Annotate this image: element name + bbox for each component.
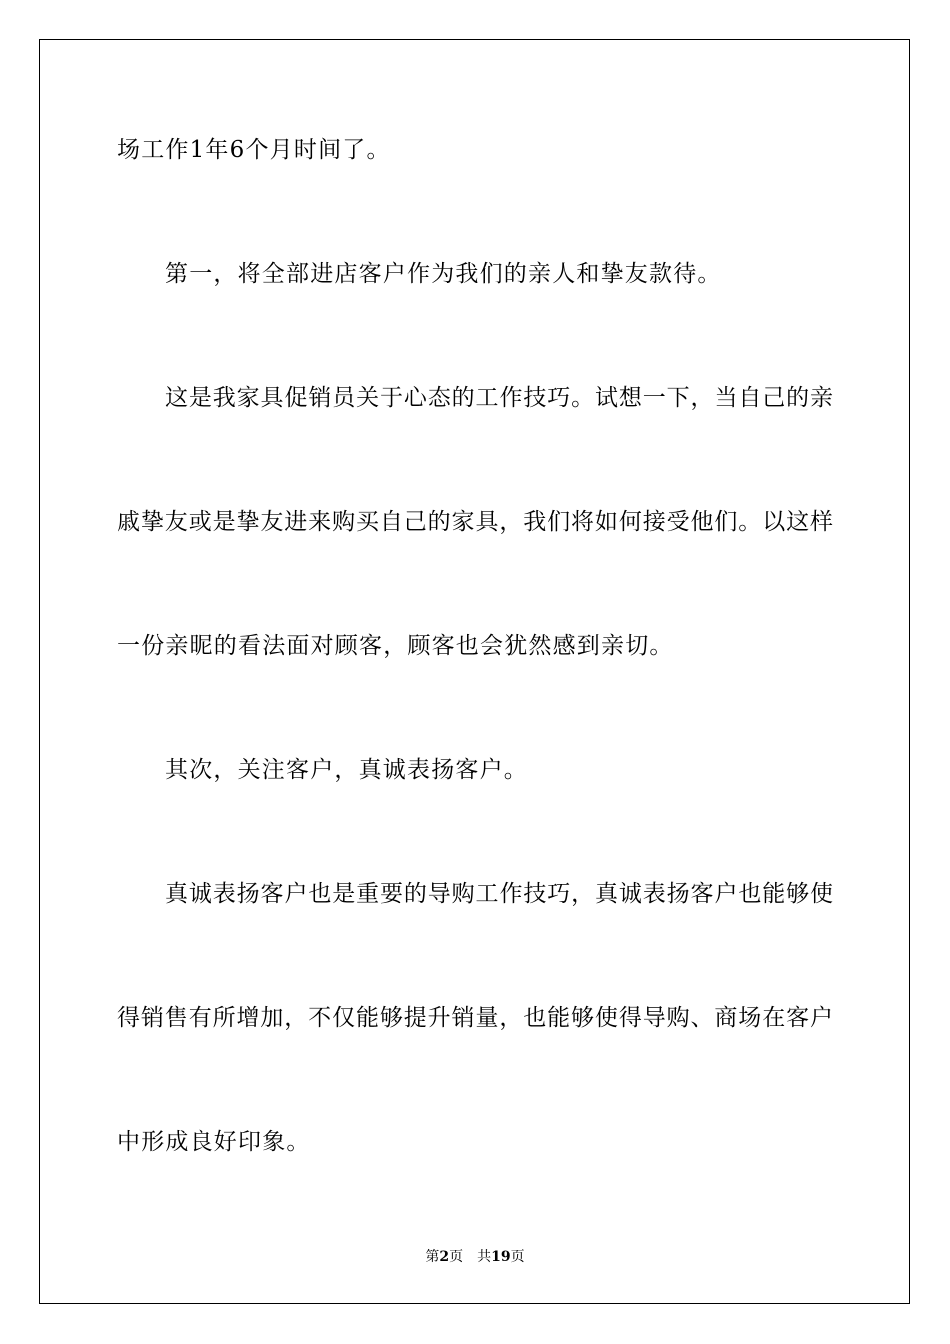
- total-prefix: 共: [477, 1249, 492, 1265]
- text-line-8: 得销售有所增加，不仅能够提升销量，也能够使得导购、商场在客户: [117, 1005, 833, 1031]
- page-suffix: 页: [449, 1249, 464, 1265]
- total-suffix: 页: [510, 1249, 525, 1265]
- text-line-6: 其次，关注客户，真诚表扬客户。: [165, 757, 528, 783]
- text-line-5: 一份亲昵的看法面对顾客，顾客也会犹然感到亲切。: [117, 633, 674, 659]
- text-line-3: 这是我家具促销员关于心态的工作技巧。试想一下，当自己的亲: [165, 385, 833, 411]
- page-number: 2: [439, 1249, 450, 1265]
- text-line-4: 戚挚友或是挚友进来购买自己的家具，我们将如何接受他们。以这样: [117, 509, 833, 535]
- text-line-7: 真诚表扬客户也是重要的导购工作技巧，真诚表扬客户也能够使: [165, 881, 833, 907]
- text-line-9: 中形成良好印象。: [117, 1129, 311, 1155]
- page-border: [39, 39, 910, 1304]
- text-line-1: 场工作1年6个月时间了。: [117, 137, 391, 163]
- page-footer: [0, 1248, 950, 1266]
- page-prefix: 第: [425, 1249, 440, 1265]
- total-pages: 19: [491, 1249, 511, 1265]
- text-line-2: 第一，将全部进店客户作为我们的亲人和挚友款待。: [165, 261, 722, 287]
